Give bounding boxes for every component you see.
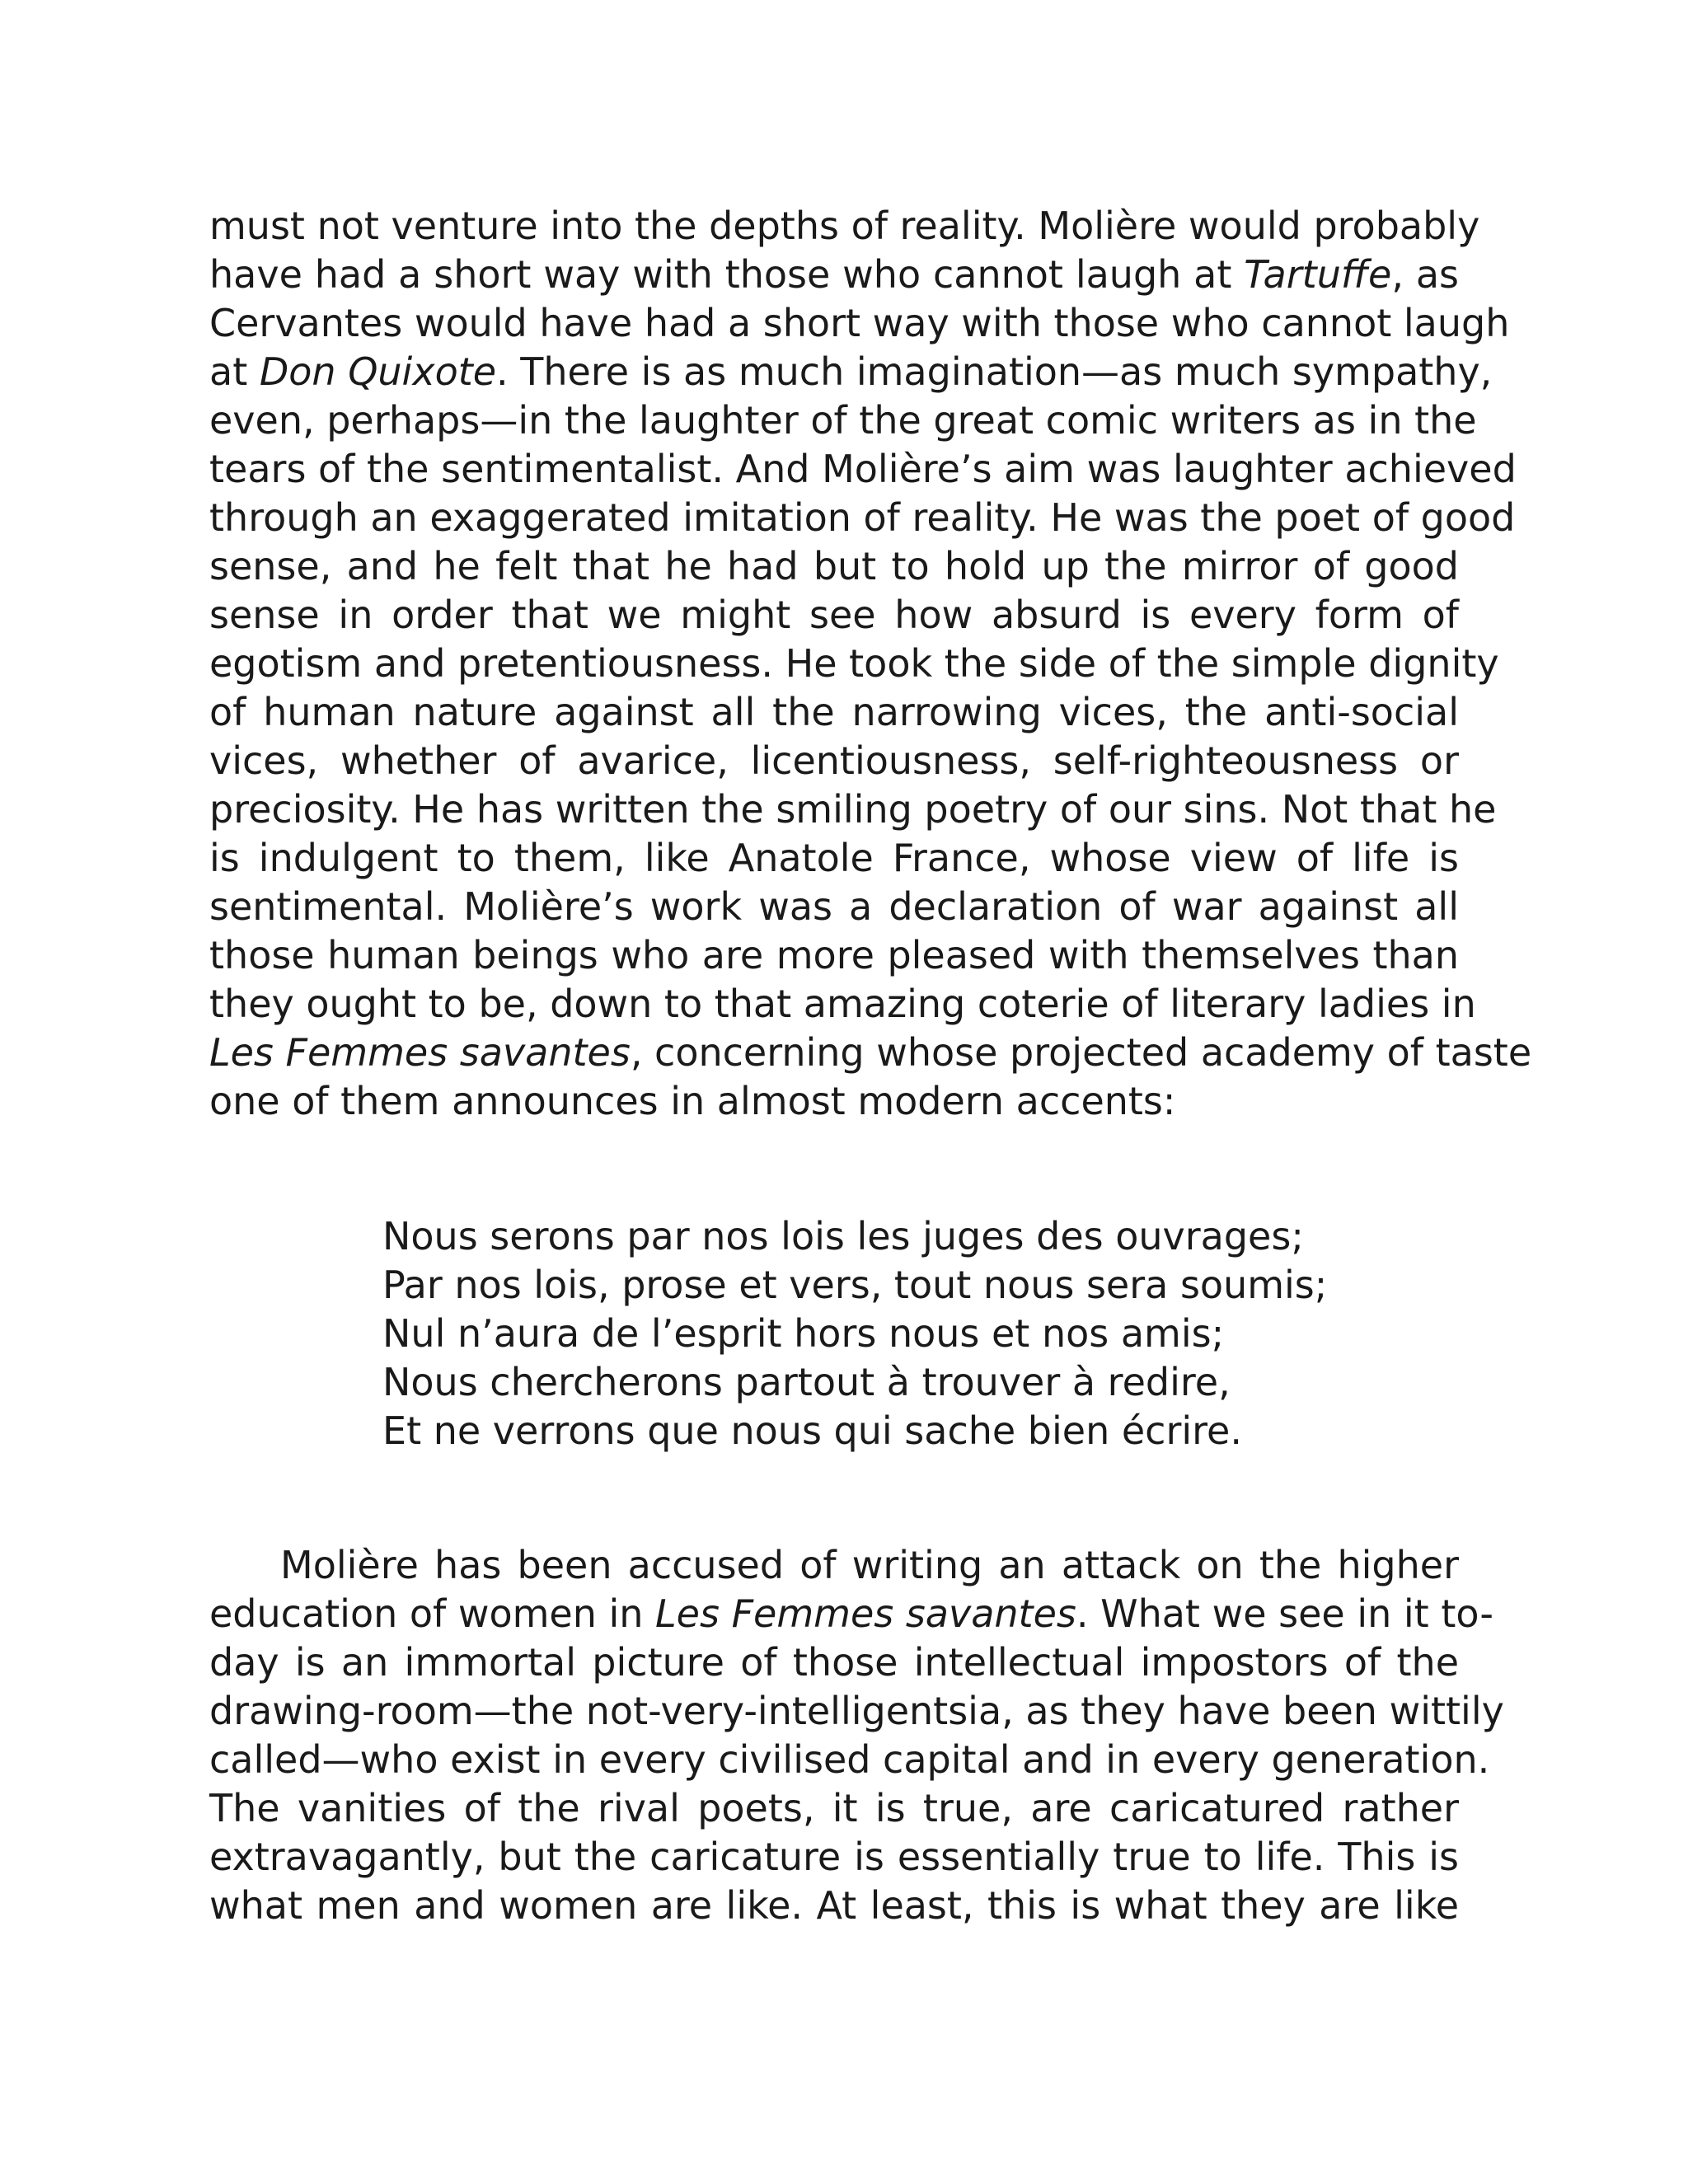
- text-run: must not venture into the depths of reality. Molière would probably: [209, 204, 1480, 248]
- text-line: [209, 1639, 1459, 1685]
- italic-title: Les Femmes savantes: [655, 1591, 1076, 1636]
- text-run: what men and women are like. At least, this is what they are like: [209, 1883, 1459, 1928]
- text-line: [209, 251, 1459, 298]
- text-run: even, perhaps—in the laughter of the great comic writers as in the: [209, 398, 1477, 443]
- text-run: have had a short way with those who cannot laugh at: [209, 252, 1245, 297]
- text-run: Molière has been accused of writing an attack on the higher: [280, 1543, 1459, 1587]
- text-line: [209, 349, 1493, 395]
- text-run: Cervantes would have had a short way with those who cannot laugh: [209, 301, 1510, 345]
- text-run: they ought to be, down to that amazing coterie of literary ladies in: [209, 982, 1476, 1026]
- text-line: [209, 981, 1476, 1027]
- text-line: [209, 446, 1517, 492]
- text-run: sense in order that we might see how absurd is every form of: [209, 593, 1459, 637]
- text-run: extravagantly, but the caricature is essentially true to life. This is: [209, 1835, 1459, 1879]
- text-line: [209, 1736, 1490, 1783]
- text-run: through an exaggerated imitation of reality. He was the poet of good: [209, 495, 1516, 540]
- text-line: [209, 397, 1477, 443]
- text-line: [209, 883, 1459, 930]
- text-run: vices, whether of avarice, licentiousness, self-righteousness or: [209, 738, 1459, 783]
- text-run: sentimental. Molière’s work was a declaration of war against all: [209, 884, 1459, 929]
- text-line: [209, 1882, 1459, 1929]
- text-run: is indulgent to them, like Anatole France, whose view of life is: [209, 836, 1459, 880]
- text-run: called—who exist in every civilised capital and in every generation.: [209, 1737, 1490, 1782]
- text-line: [209, 592, 1459, 638]
- text-line: [209, 1785, 1459, 1831]
- text-run: at: [209, 349, 260, 394]
- text-run: education of women in: [209, 1591, 656, 1636]
- text-line: [209, 932, 1459, 978]
- italic-title: Don Quixote: [259, 349, 497, 394]
- text-line: [209, 1078, 1175, 1124]
- italic-title: Les Femmes savantes: [209, 1030, 631, 1075]
- text-line: [209, 1688, 1504, 1734]
- text-line: [209, 494, 1516, 541]
- text-run: drawing-room—the not-very-intelligentsia, as they have been wittily: [209, 1689, 1504, 1733]
- text-run: those human beings who are more pleased with themselves than: [209, 933, 1459, 977]
- text-line: [280, 1542, 1459, 1588]
- verse-line: Par nos lois, prose et vers, tout nous sera soumis;: [382, 1263, 1328, 1307]
- text-run: . There is as much imagination—as much sympathy,: [496, 349, 1493, 394]
- text-line: [209, 689, 1459, 735]
- italic-title: Tartuffe: [1244, 252, 1392, 297]
- text-line: [209, 203, 1480, 249]
- text-line: [209, 300, 1510, 346]
- verse-line: Nous chercherons partout à trouver à redire,: [382, 1360, 1231, 1404]
- text-run: , concerning whose projected academy of taste: [630, 1030, 1532, 1075]
- verse-line: Nul n’aura de l’esprit hors nous et nos amis;: [382, 1311, 1225, 1356]
- text-run: day is an immortal picture of those intellectual impostors of the: [209, 1640, 1459, 1685]
- text-run: sense, and he felt that he had but to hold up the mirror of good: [209, 544, 1459, 588]
- text-line: [209, 1029, 1532, 1076]
- text-line: [209, 835, 1459, 881]
- verse-line: Et ne verrons que nous qui sache bien écrire.: [382, 1408, 1242, 1453]
- text-line: [209, 1591, 1493, 1637]
- verse-line: Nous serons par nos lois les juges des ouvrages;: [382, 1214, 1304, 1258]
- text-run: one of them announces in almost modern accents:: [209, 1079, 1176, 1123]
- text-run: preciosity. He has written the smiling poetry of our sins. Not that he: [209, 787, 1497, 832]
- text-run: The vanities of the rival poets, it is true, are caricatured rather: [209, 1786, 1459, 1830]
- text-line: [209, 1834, 1459, 1880]
- text-run: of human nature against all the narrowing vices, the anti-social: [209, 690, 1459, 734]
- text-line: [209, 640, 1499, 687]
- text-line: [209, 543, 1459, 589]
- text-run: tears of the sentimentalist. And Molière’s aim was laughter achieved: [209, 447, 1517, 491]
- text-line: [209, 738, 1459, 784]
- text-run: , as: [1391, 252, 1459, 297]
- text-run: egotism and pretentiousness. He took the side of the simple dignity: [209, 641, 1499, 686]
- text-line: [209, 786, 1497, 832]
- text-run: . What we see in it to-: [1076, 1591, 1493, 1636]
